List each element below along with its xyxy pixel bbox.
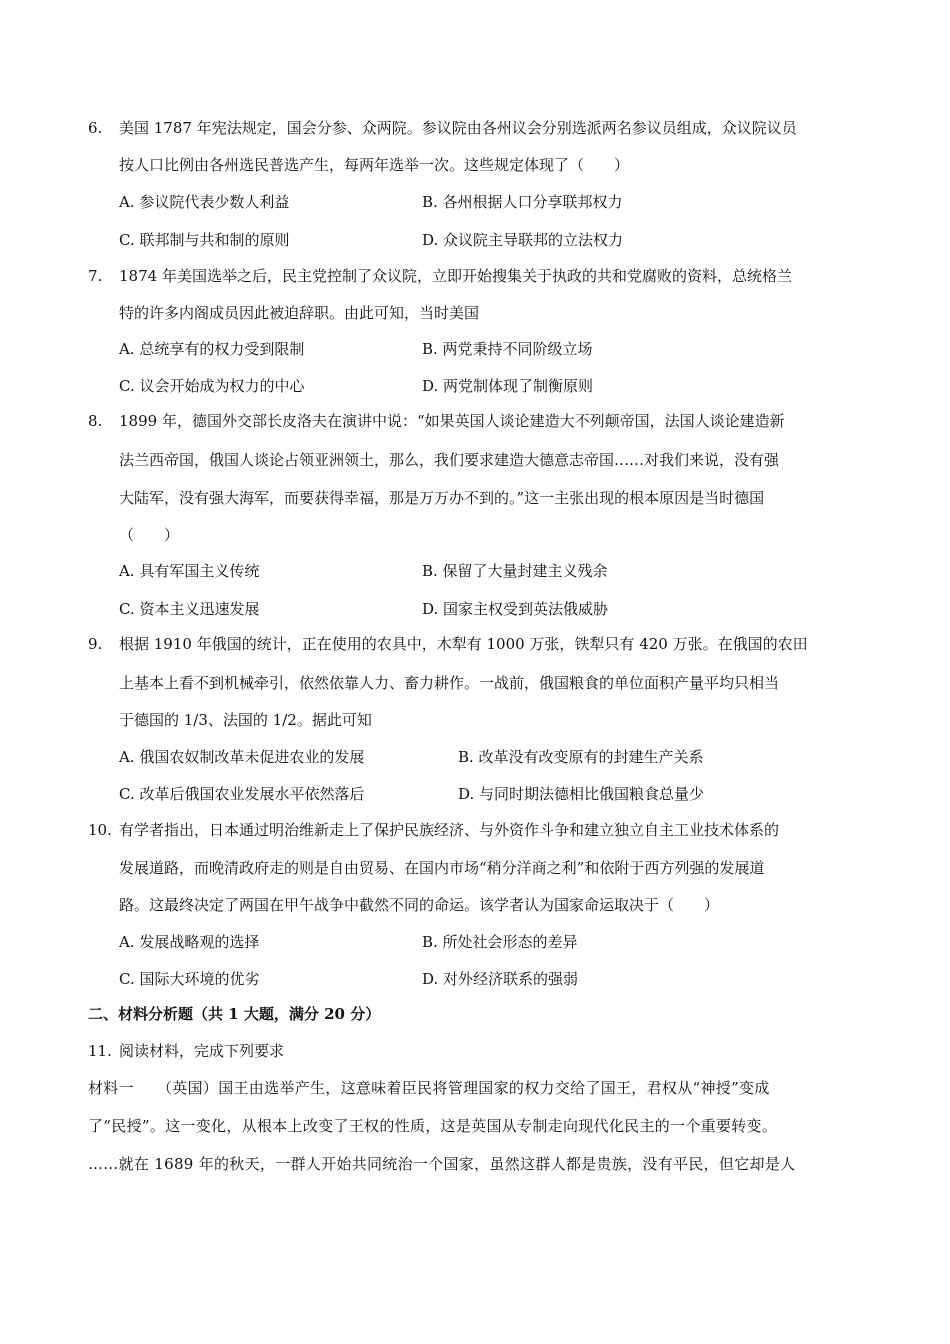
material-line: 了“民授”。这一变化，从根本上改变了王权的性质，这是英国从专制走向现代化民主的一个重要转变。 <box>88 1117 778 1135</box>
question-number: 8. <box>88 412 103 430</box>
option-a: A. 具有军国主义传统 <box>119 562 260 580</box>
question-text-line: 特的许多内阁成员因此被迫辞职。由此可知，当时美国 <box>119 304 480 322</box>
option-c: C. 议会开始成为权力的中心 <box>119 377 305 395</box>
question-text-line: （ ） <box>119 526 180 544</box>
material-line: ……就在 1689 年的秋天，一群人开始共同统治一个国家，虽然这群人都是贵族，没有平民，但它却是人 <box>88 1155 796 1173</box>
option-a: A. 总统享有的权力受到限制 <box>119 340 305 358</box>
option-b: B. 两党秉持不同阶级立场 <box>422 340 593 358</box>
option-c: C. 国际大环境的优劣 <box>119 970 260 988</box>
option-b: B. 各州根据人口分享联邦权力 <box>422 193 623 211</box>
option-b: B. 改革没有改变原有的封建生产关系 <box>458 748 704 766</box>
material-line: 材料一 （英国）国王由选举产生，这意味着臣民将管理国家的权力交给了国王，君权从“神授”变成 <box>88 1079 770 1097</box>
question-text-line: 按人口比例由各州选民普选产生，每两年选举一次。这些规定体现了（ ） <box>119 156 630 174</box>
option-d: D. 众议院主导联邦的立法权力 <box>422 231 624 249</box>
option-a: A. 俄国农奴制改革未促进农业的发展 <box>119 748 365 766</box>
option-d: D. 两党制体现了制衡原则 <box>422 377 594 395</box>
question-number: 10. <box>88 821 112 839</box>
option-d: D. 国家主权受到英法俄威胁 <box>422 600 609 618</box>
section-heading: 二、材料分析题（共 1 大题，满分 20 分） <box>88 1005 381 1023</box>
question-text-line: 1899 年，德国外交部长皮洛夫在演讲中说：“如果英国人谈论建造大不列颠帝国，法国人谈论建造新 <box>119 412 785 430</box>
question-text-line: 于德国的 1/3、法国的 1/2。据此可知 <box>119 711 372 729</box>
option-c: C. 改革后俄国农业发展水平依然落后 <box>119 785 365 803</box>
option-a: A. 发展战略观的选择 <box>119 933 260 951</box>
option-c: C. 资本主义迅速发展 <box>119 600 260 618</box>
option-c: C. 联邦制与共和制的原则 <box>119 231 290 249</box>
question-text-line: 美国 1787 年宪法规定，国会分参、众两院。参议院由各州议会分别选派两名参议员组成，众议院议员 <box>119 119 797 137</box>
question-text-line: 上基本上看不到机械牵引，依然依靠人力、畜力耕作。一战前，俄国粮食的单位面积产量平均只相当 <box>119 674 780 692</box>
question-number: 11. <box>88 1042 112 1060</box>
question-text-line: 路。这最终决定了两国在甲午战争中截然不同的命运。该学者认为国家命运取决于（ ） <box>119 896 720 914</box>
option-d: D. 与同时期法德相比俄国粮食总量少 <box>458 785 705 803</box>
question-number: 9. <box>88 635 103 653</box>
question-text-line: 1874 年美国选举之后，民主党控制了众议院，立即开始搜集关于执政的共和党腐败的资料，总统格兰 <box>119 267 792 285</box>
question-text-line: 发展道路，而晚清政府走的则是自由贸易、在国内市场“稍分洋商之利”和依附于西方列强的发展道 <box>119 859 765 877</box>
option-d: D. 对外经济联系的强弱 <box>422 970 579 988</box>
question-text-line: 根据 1910 年俄国的统计，正在使用的农具中，木犁有 1000 万张，铁犁只有 420 万张。在俄国的农田 <box>119 635 808 653</box>
option-a: A. 参议院代表少数人利益 <box>119 193 290 211</box>
question-number: 6. <box>88 119 103 137</box>
option-b: B. 保留了大量封建主义残余 <box>422 562 608 580</box>
question-text-line: 有学者指出，日本通过明治维新走上了保护民族经济、与外资作斗争和建立独立自主工业技术体系的 <box>119 821 780 839</box>
option-b: B. 所处社会形态的差异 <box>422 933 578 951</box>
question-text-line: 大陆军，没有强大海军，而要获得幸福，那是万万办不到的。”这一主张出现的根本原因是当时德国 <box>119 489 765 507</box>
question-text-line: 法兰西帝国，俄国人谈论占领亚洲领土，那么，我们要求建造大德意志帝国……对我们来说，没有强 <box>119 451 780 469</box>
question-text-line: 阅读材料，完成下列要求 <box>119 1042 285 1060</box>
question-number: 7. <box>88 267 103 285</box>
